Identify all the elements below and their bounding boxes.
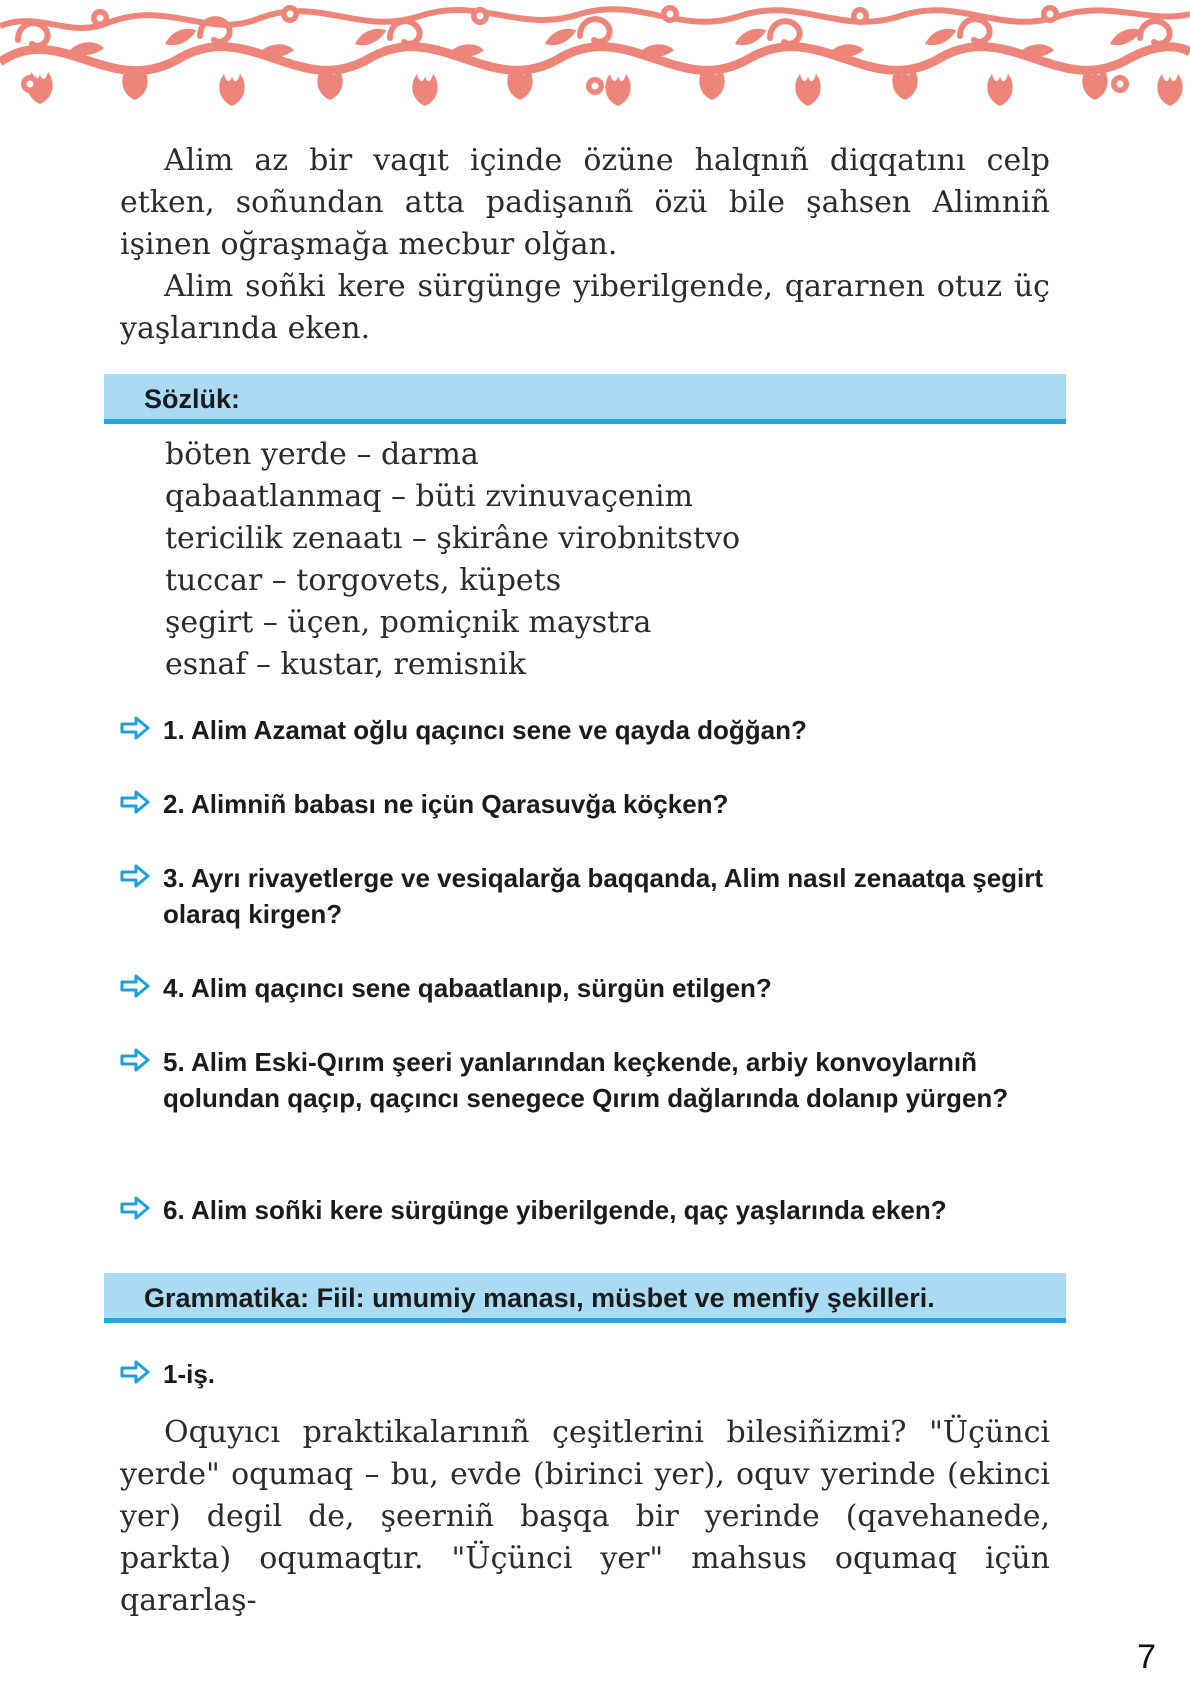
arrow-right-icon <box>120 1360 150 1384</box>
question-item <box>120 860 1060 932</box>
intro-paragraph-1: Alim az bir vaqıt içinde özüne halqnıñ diqqatını celp etken, soñundan atta padişanıñ özü bile şahsen Alimniñ işinen oğraşmağa mecbur olğan. <box>120 143 1050 262</box>
vocabulary-item: böten yerde – darma <box>165 437 479 472</box>
arrow-right-icon <box>120 864 150 888</box>
question-item <box>120 1192 1060 1228</box>
task-item <box>120 1356 1060 1392</box>
vocabulary-item: şegirt – üçen, pomiçnik maystra <box>165 605 652 640</box>
vocabulary-list <box>165 434 740 686</box>
arrow-right-icon <box>120 974 150 998</box>
arrow-right-icon <box>120 790 150 814</box>
vocabulary-item: esnaf – kustar, remisnik <box>165 647 527 682</box>
grammar-heading: Grammatika: Fiil: umumiy manası, müsbet ve menfiy şekilleri. <box>144 1283 935 1313</box>
arrow-right-icon <box>120 716 150 740</box>
question-text: 6. Alim soñki kere sürgünge yiberilgende, qaç yaşlarında eken? <box>163 1195 947 1225</box>
question-text: 5. Alim Eski-Qırım şeeri yanlarından keçkende, arbiy konvoylarnıñ qolundan qaçıp, qaçıncı senegece Qırım dağlarında dolanıp yürgen? <box>163 1047 1009 1113</box>
question-item <box>120 970 1060 1006</box>
grammar-paragraph: Oquyıcı praktikalarınıñ çeşitlerini bilesiñizmi? "Üçünci yerde" oqumaq – bu, evde (birinci yer), oquv yerinde (ekinci yer) degil de, şeerniñ başqa bir yerinde (qavehanede, parkta) oqumaqtır. "Üçünci yer" mahsus oqumaq içün qararlaş- <box>120 1415 1050 1618</box>
question-text: 1. Alim Azamat oğlu qaçıncı sene ve qayda doğğan? <box>163 715 807 745</box>
vocabulary-heading-band <box>104 374 1066 424</box>
grammar-text-block <box>120 1412 1050 1622</box>
page-number: 7 <box>1137 1638 1156 1676</box>
vocabulary-heading: Sözlük: <box>144 384 241 414</box>
intro-text <box>120 140 1050 350</box>
grammar-heading-band <box>104 1273 1066 1323</box>
arrow-right-icon <box>120 1048 150 1072</box>
task-label: 1-iş. <box>163 1359 216 1389</box>
question-text: 2. Alimniñ babası ne içün Qarasuvğa köçken? <box>163 789 729 819</box>
question-item <box>120 786 1060 822</box>
question-text: 3. Ayrı rivayetlerge ve vesiqalarğa baqqanda, Alim nasıl zenaatqa şegirt olaraq kirgen? <box>163 863 1044 929</box>
intro-paragraph-2: Alim soñki kere sürgünge yiberilgende, qararnen otuz üç yaşlarında eken. <box>120 269 1050 346</box>
arrow-right-icon <box>120 1196 150 1220</box>
question-text: 4. Alim qaçıncı sene qabaatlanıp, sürgün etilgen? <box>163 973 772 1003</box>
vocabulary-item: tericilik zenaatı – şkirâne virobnitstvo <box>165 521 741 556</box>
question-item <box>120 712 1060 748</box>
question-item <box>120 1044 1060 1116</box>
floral-ornament-header <box>0 0 1190 112</box>
vocabulary-item: tuccar – torgovets, küpets <box>165 563 562 598</box>
vocabulary-item: qabaatlanmaq – büti zvinuvaçenim <box>165 479 693 514</box>
